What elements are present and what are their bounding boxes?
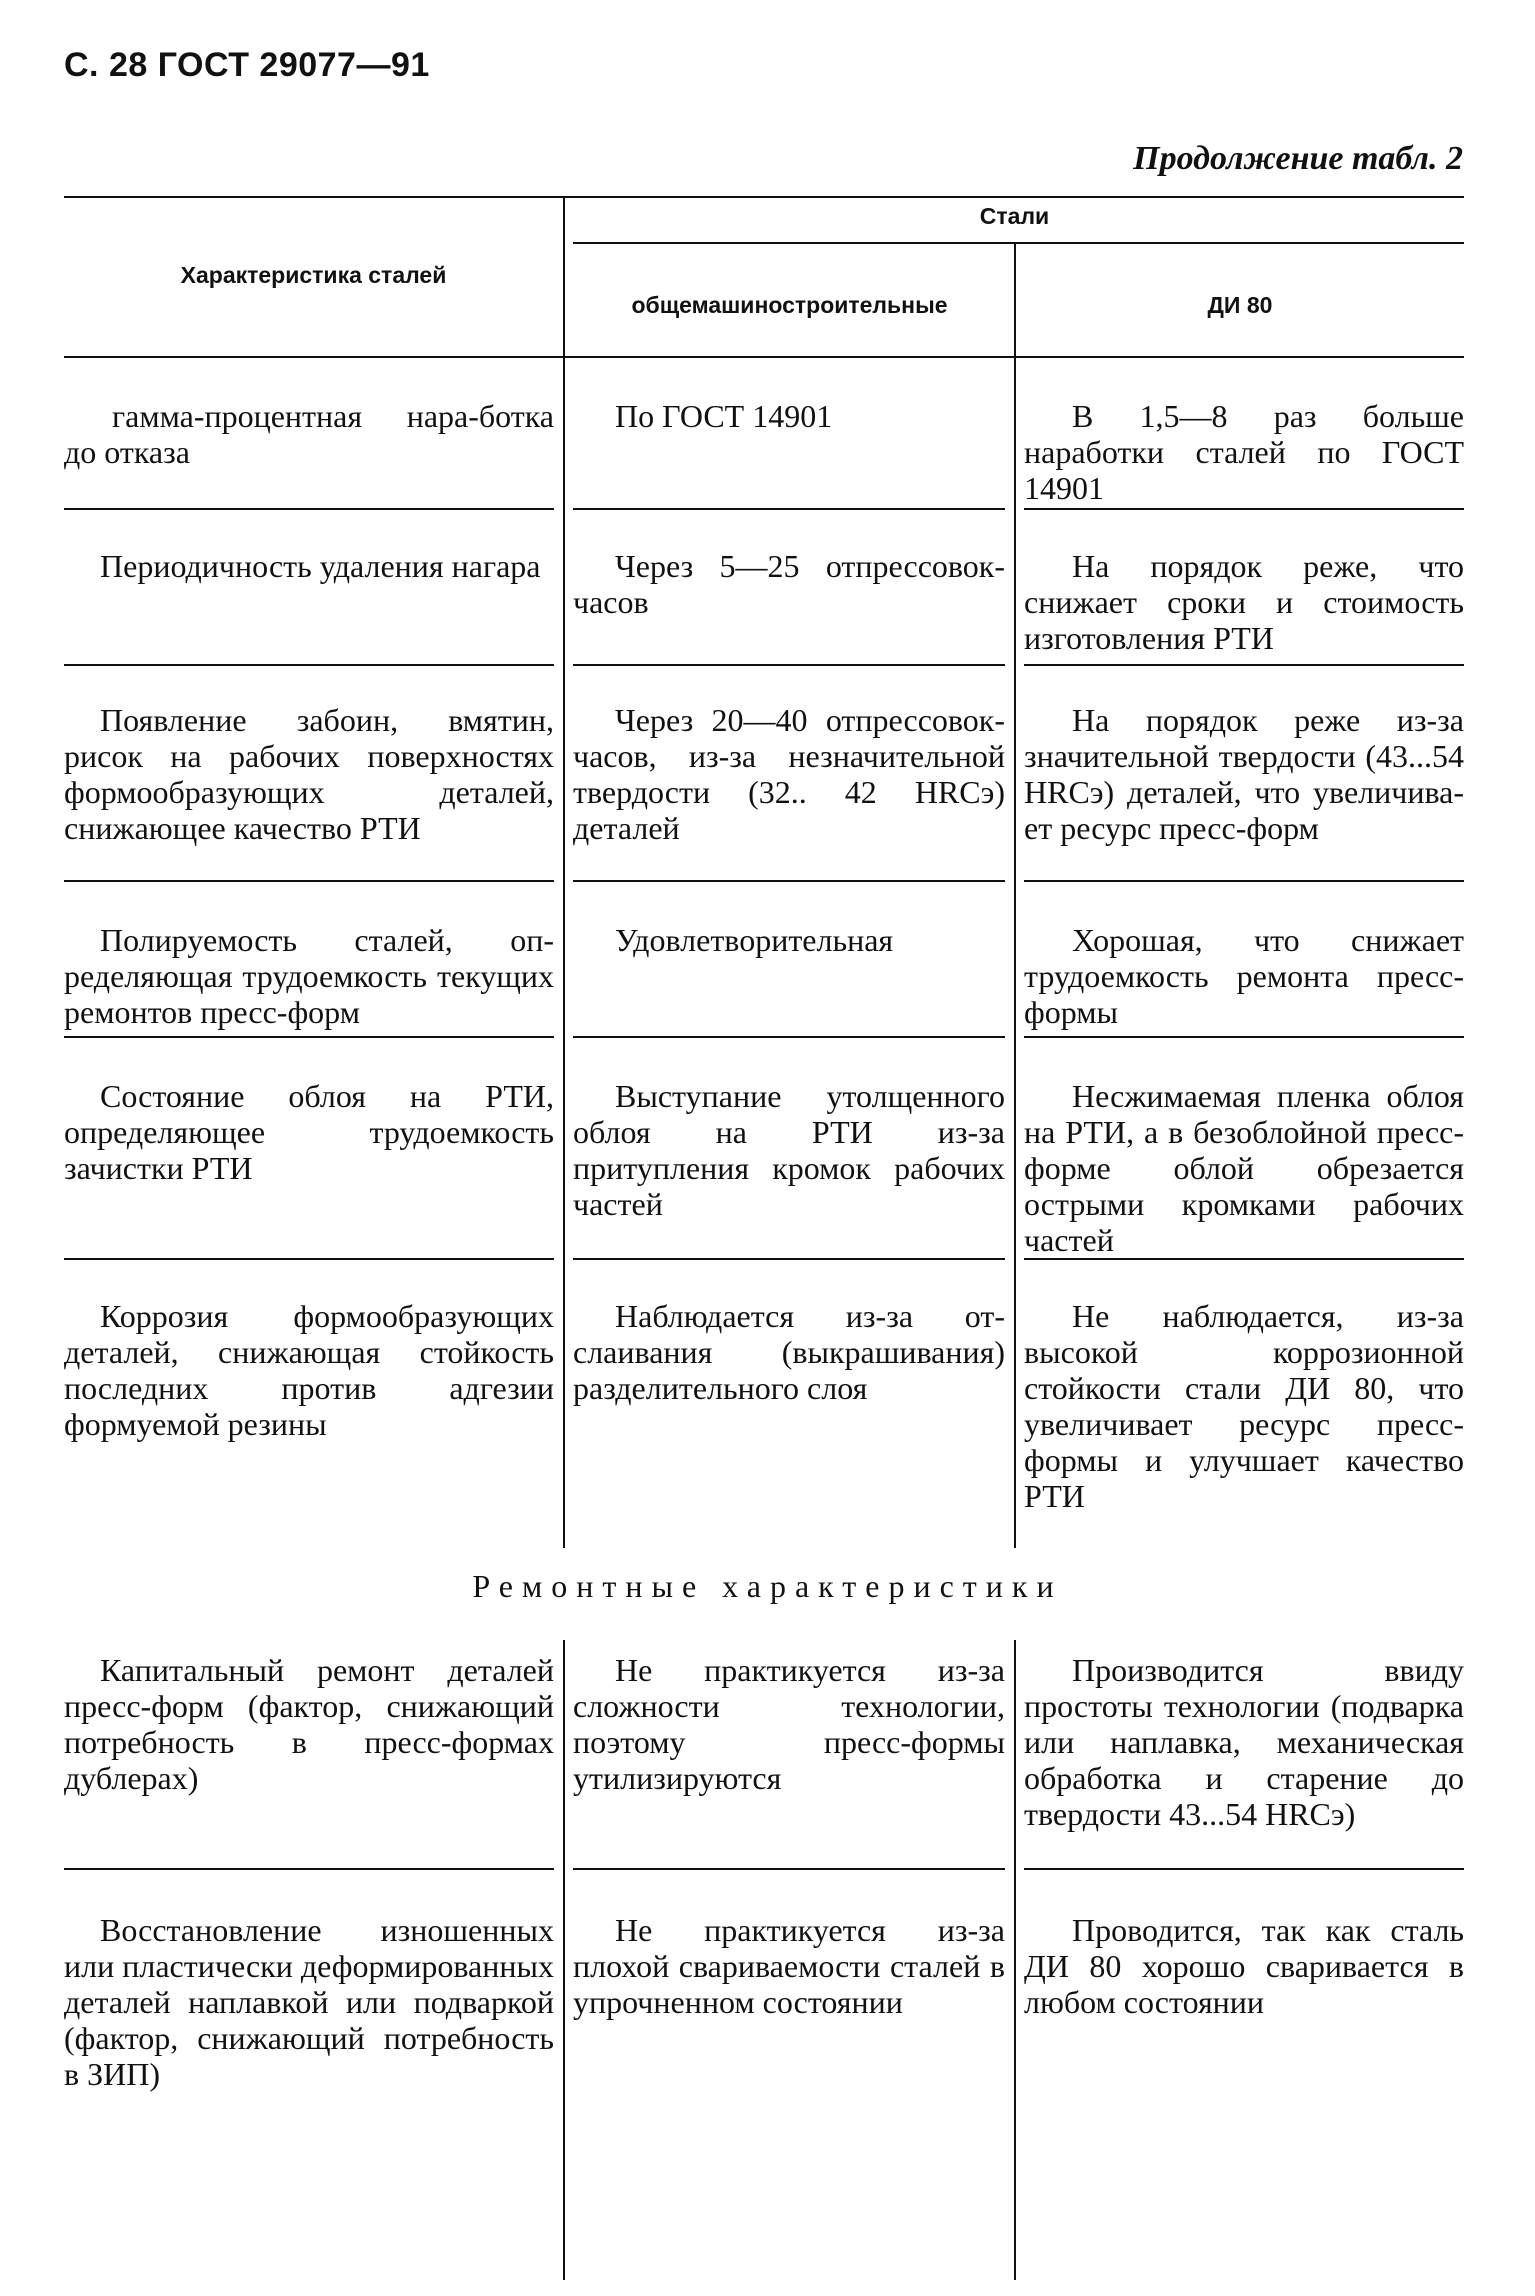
table-continuation-label: Продолжение табл. 2 xyxy=(1133,140,1463,177)
column-separator-1-lower xyxy=(563,1640,565,2280)
row-rule xyxy=(1024,508,1464,510)
row-rule xyxy=(573,880,1005,882)
row1-general: По ГОСТ 14901 xyxy=(615,398,833,434)
row4-di80: Хорошая, что снижает трудоемкость ремонта пресс-формы xyxy=(1024,922,1464,1030)
row3-general: Через 20—40 отпрессовок-часов, из-за незначительной твердости (32.. 42 HRCэ) деталей xyxy=(573,702,1005,846)
row3-di80: На порядок реже из-за значительной твердости (43...54 HRCэ) деталей, что увеличивает ресурс пресс-форм xyxy=(1024,702,1464,846)
row2-characteristic: Периодичность удаления нагара xyxy=(100,548,541,584)
row-rule xyxy=(64,664,554,666)
row1-di80: В 1,5—8 раз больше наработки сталей по ГОСТ 14901 xyxy=(1024,398,1464,506)
row-rule xyxy=(1024,880,1464,882)
row5-di80: Несжимаемая пленка облоя на РТИ, а в безоблойной пресс-форме облой обрезается острыми кромками рабочих частей xyxy=(1024,1078,1464,1258)
column-separator-2-lower xyxy=(1014,1640,1016,2280)
row-rule xyxy=(64,880,554,882)
section-title-repair: Ремонтные характеристики xyxy=(472,1568,1063,1604)
repair-row1-di80: Производится ввиду простоты технологии (подварка или наплавка, механическая обработка и старение до твердости 43...54 HRCэ) xyxy=(1024,1652,1464,1832)
row5-general: Выступание утолщенного облоя на РТИ из-за притупления кромок рабочих частей xyxy=(573,1078,1005,1222)
row-rule xyxy=(1024,1036,1464,1038)
row1-characteristic: гамма-процентная нара-ботка до отказа xyxy=(64,398,554,470)
repair-row2-characteristic: Восстановление изношенных или пластически деформированных деталей наплавкой или подваркой (фактор, снижающий потребность в ЗИП) xyxy=(64,1912,554,2092)
row5-characteristic: Состояние облоя на РТИ, определяющее трудоемкость зачистки РТИ xyxy=(64,1078,554,1186)
row-rule xyxy=(64,1258,554,1260)
row-rule xyxy=(573,1036,1005,1038)
row-rule xyxy=(64,1868,554,1870)
repair-row2-di80: Проводится, так как сталь ДИ 80 хорошо сваривается в любом состоянии xyxy=(1024,1912,1464,2020)
column-separator-1 xyxy=(563,196,565,1548)
row2-di80: На порядок реже, что снижает сроки и стоимость изготовления РТИ xyxy=(1024,548,1464,656)
row-rule xyxy=(573,1868,1005,1870)
page-header: С. 28 ГОСТ 29077—91 xyxy=(64,46,430,84)
row6-general: Наблюдается из-за отслаивания (выкрашивания) разделительного слоя xyxy=(573,1298,1005,1406)
row4-general: Удовлетворительная xyxy=(615,922,894,958)
header-bottom-rule xyxy=(64,356,1464,358)
row-rule xyxy=(1024,664,1464,666)
header-steels-group: Стали xyxy=(979,203,1050,229)
row2-general: Через 5—25 отпрессовок-часов xyxy=(573,548,1005,620)
row-rule xyxy=(1024,1258,1464,1260)
repair-row1-general: Не практикуется из-за сложности технологии, поэтому пресс-формы утилизируются xyxy=(573,1652,1005,1796)
column-separator-2 xyxy=(1014,242,1016,1548)
row-rule xyxy=(1024,1868,1464,1870)
table-top-rule xyxy=(64,196,1464,198)
row-rule xyxy=(64,508,554,510)
row-rule xyxy=(573,1258,1005,1260)
row-rule xyxy=(64,1036,554,1038)
header-general-steels: общемашиностроительные xyxy=(631,292,948,318)
header-di80: ДИ 80 xyxy=(1207,292,1273,318)
header-characteristic: Характеристика сталей xyxy=(180,262,447,288)
repair-row1-characteristic: Капитальный ремонт деталей пресс-форм (фактор, снижающий потребность в пресс-формах дублерах) xyxy=(64,1652,554,1796)
group-header-rule xyxy=(573,242,1464,244)
row6-characteristic: Коррозия формообразующих деталей, снижающая стойкость последних против адгезии формуемой резины xyxy=(64,1298,554,1442)
row6-di80: Не наблюдается, из-за высокой коррозионной стойкости стали ДИ 80, что увеличивает ресурс пресс-формы и улучшает качество РТИ xyxy=(1024,1298,1464,1514)
repair-row2-general: Не практикуется из-за плохой свариваемости сталей в упрочненном состоянии xyxy=(573,1912,1005,2020)
row-rule xyxy=(573,508,1005,510)
row3-characteristic: Появление забоин, вмятин, рисок на рабочих поверхностях формообразующих деталей, снижающее качество РТИ xyxy=(64,702,554,846)
row4-characteristic: Полируемость сталей, определяющая трудоемкость текущих ремонтов пресс-форм xyxy=(64,922,554,1030)
row-rule xyxy=(573,664,1005,666)
